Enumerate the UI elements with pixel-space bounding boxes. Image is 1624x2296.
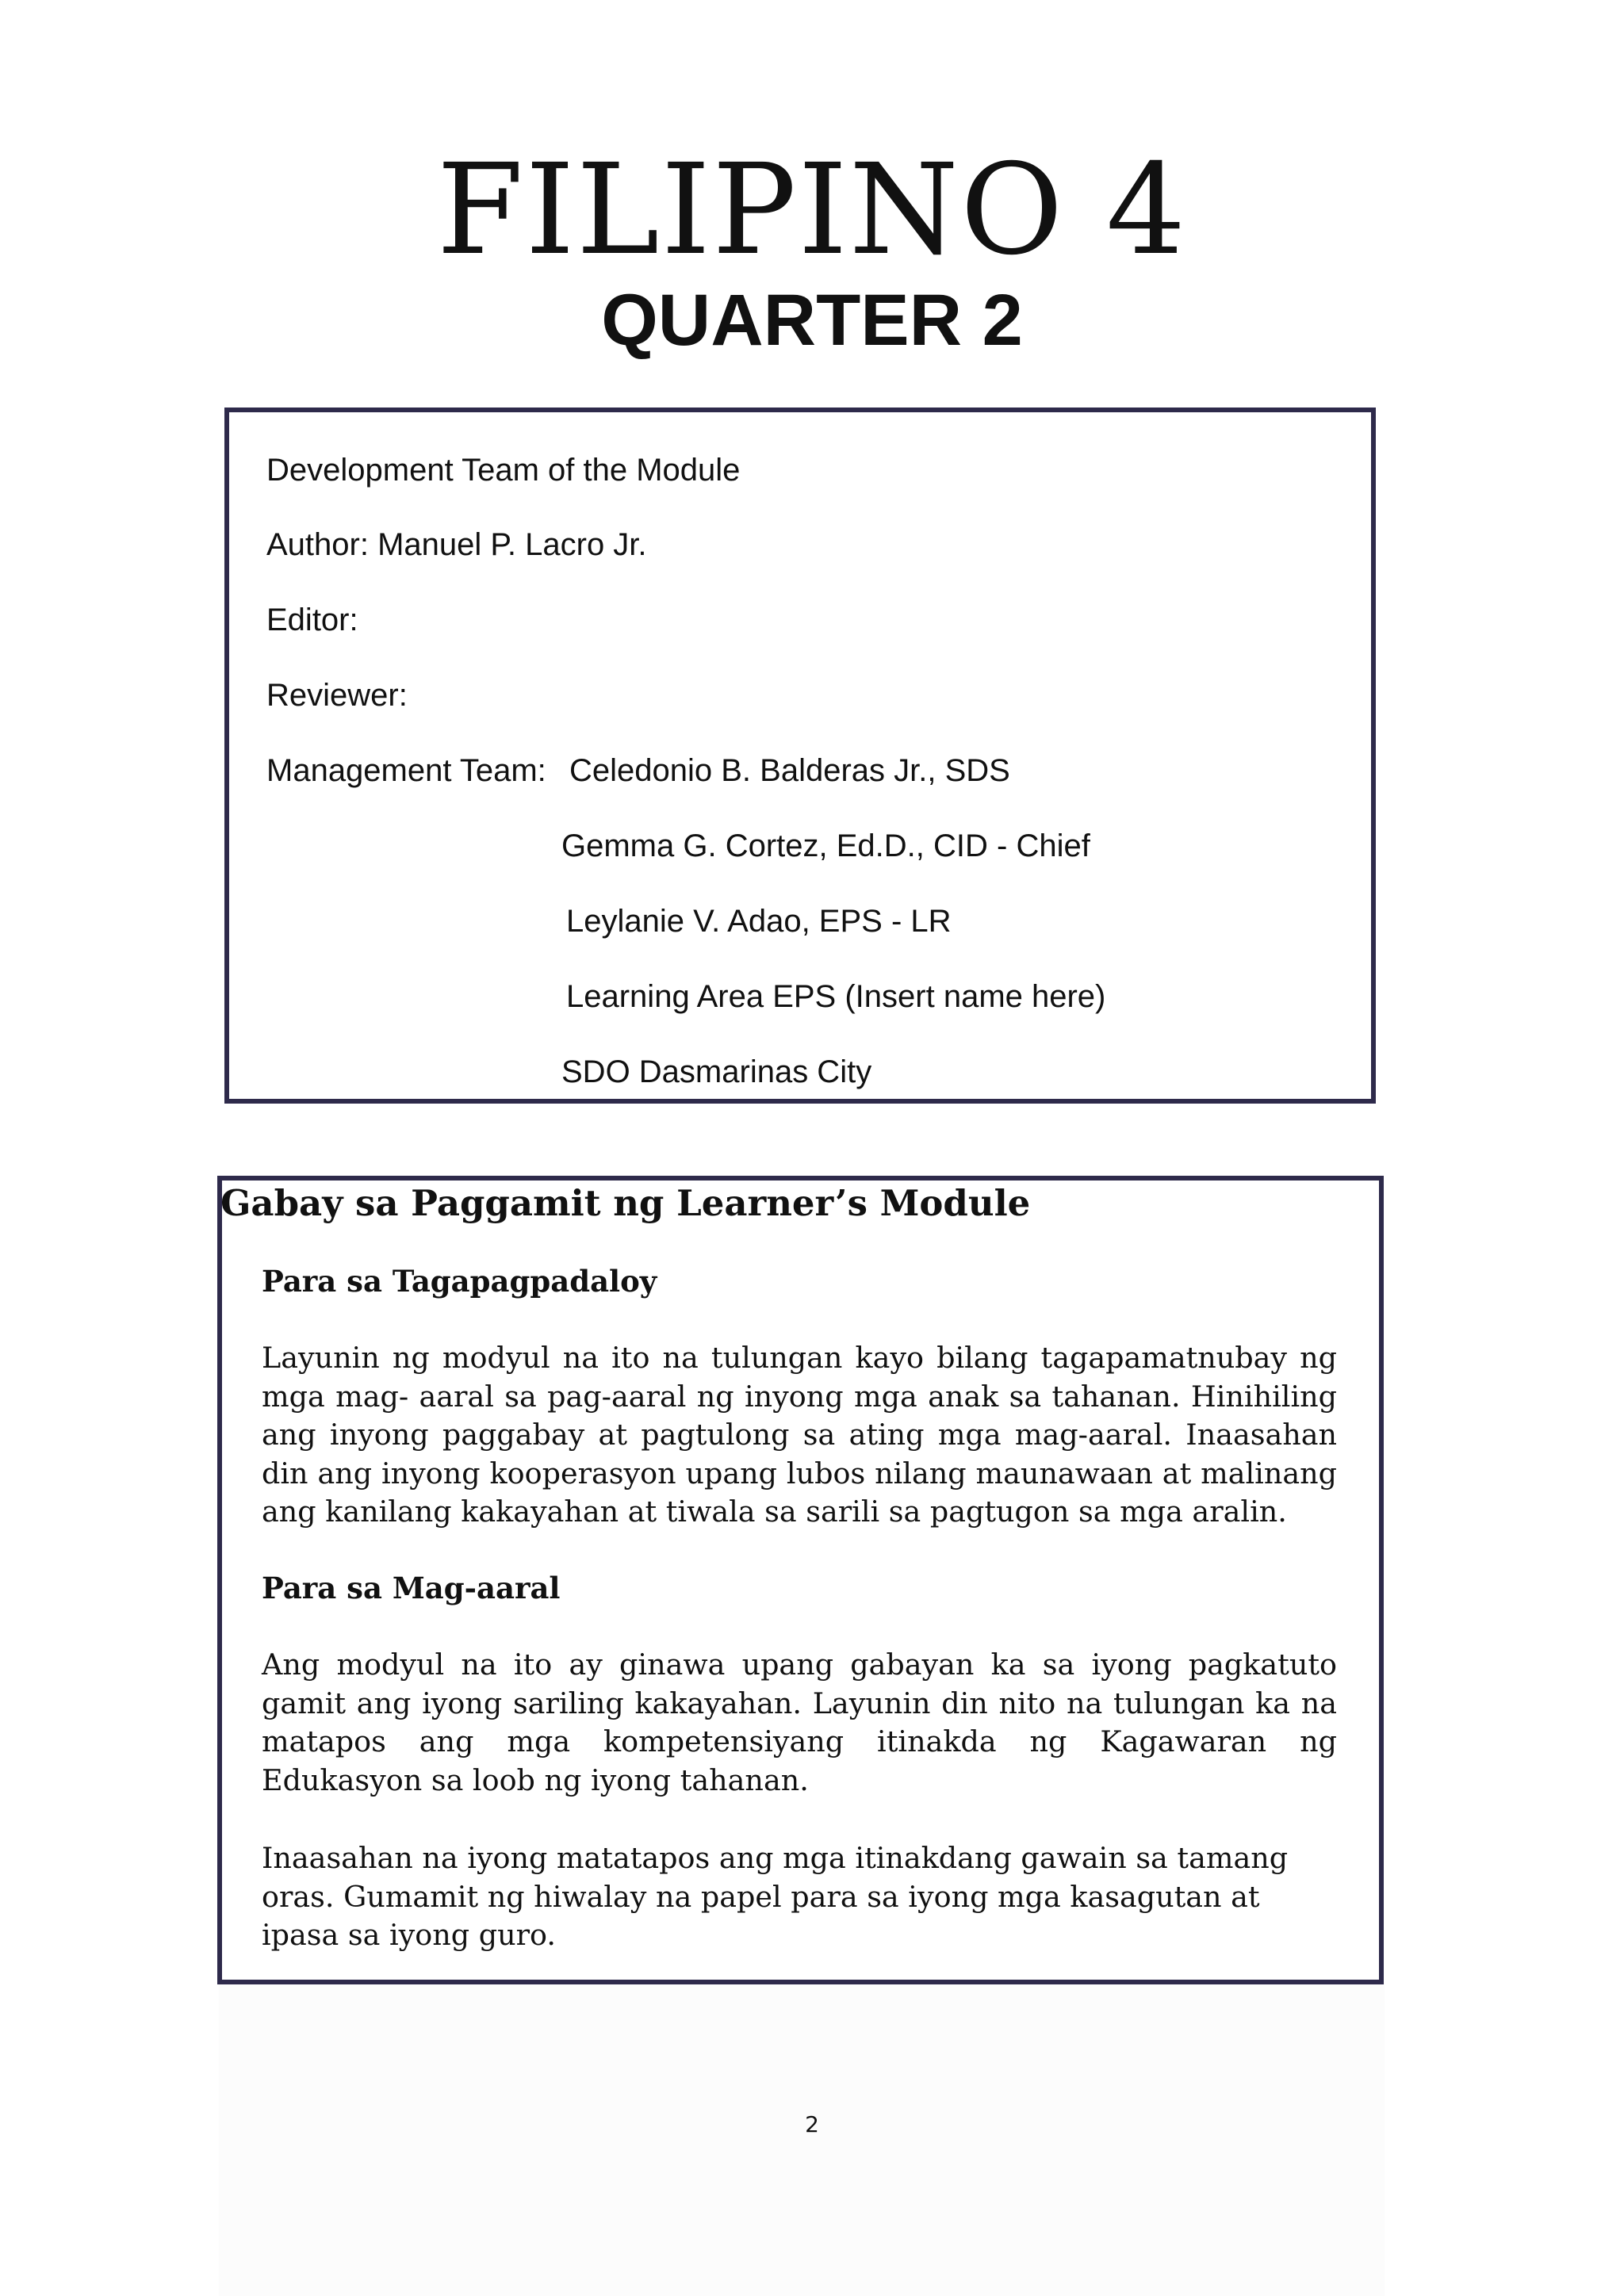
management-team-label: Management Team: bbox=[266, 753, 546, 788]
learner-paragraph: Ang modyul na ito ay ginawa upang gabayan ka sa iyong pagkatuto gamit ang iyong sariling kakayahan. Layunin din nito na tulungan ka na matapos ang mga kompetensiyang itinakda ng Kagawaran ng Edukasyon sa loob ng iyong tahanan. bbox=[262, 1647, 1337, 1797]
page-title: FILIPINO 4 bbox=[436, 137, 1188, 283]
reviewer-line: Reviewer: bbox=[266, 678, 408, 713]
facilitator-heading: Para sa Tagapagpadaloy bbox=[262, 1264, 657, 1299]
learner-heading: Para sa Mag-aaral bbox=[262, 1571, 561, 1605]
management-team-member: Celedonio B. Balderas Jr., SDS bbox=[569, 753, 1010, 788]
management-team-member: Leylanie V. Adao, EPS - LR bbox=[566, 904, 952, 939]
management-team-member: Learning Area EPS (Insert name here) bbox=[566, 979, 1106, 1014]
author-line: Author: Manuel P. Lacro Jr. bbox=[266, 527, 647, 562]
development-team-heading: Development Team of the Module bbox=[266, 453, 741, 488]
management-team-member: SDO Dasmarinas City bbox=[561, 1054, 872, 1089]
page-background-panel bbox=[219, 1982, 1385, 2296]
editor-line: Editor: bbox=[266, 603, 358, 637]
page-subtitle: QUARTER 2 bbox=[601, 280, 1023, 361]
management-team-member: Gemma G. Cortez, Ed.D., CID - Chief bbox=[561, 828, 1090, 863]
learner-paragraph-2: Inaasahan na iyong matatapos ang mga itinakdang gawain sa tamang oras. Gumamit ng hiwalay na papel para sa iyong mga kasagutan at ipasa sa iyong guro. bbox=[262, 1841, 1289, 1952]
page-number: 2 bbox=[805, 2111, 819, 2137]
facilitator-paragraph: Layunin ng modyul na ito na tulungan kayo bilang tagapamatnubay ng mga mag- aaral sa pag-aaral ng inyong mga anak sa tahanan. Hinihiling ang inyong paggabay at pagtulong sa ating mga mag-aaral. Inaasahan din ang inyong kooperasyon upang lubos nilang maunawaan at malinang ang kanilang kakayahan at tiwala sa sarili sa pagtugon sa mga aralin. bbox=[262, 1341, 1337, 1529]
module-guide-title: Gabay sa Paggamit ng Learner’s Module bbox=[220, 1182, 1031, 1224]
